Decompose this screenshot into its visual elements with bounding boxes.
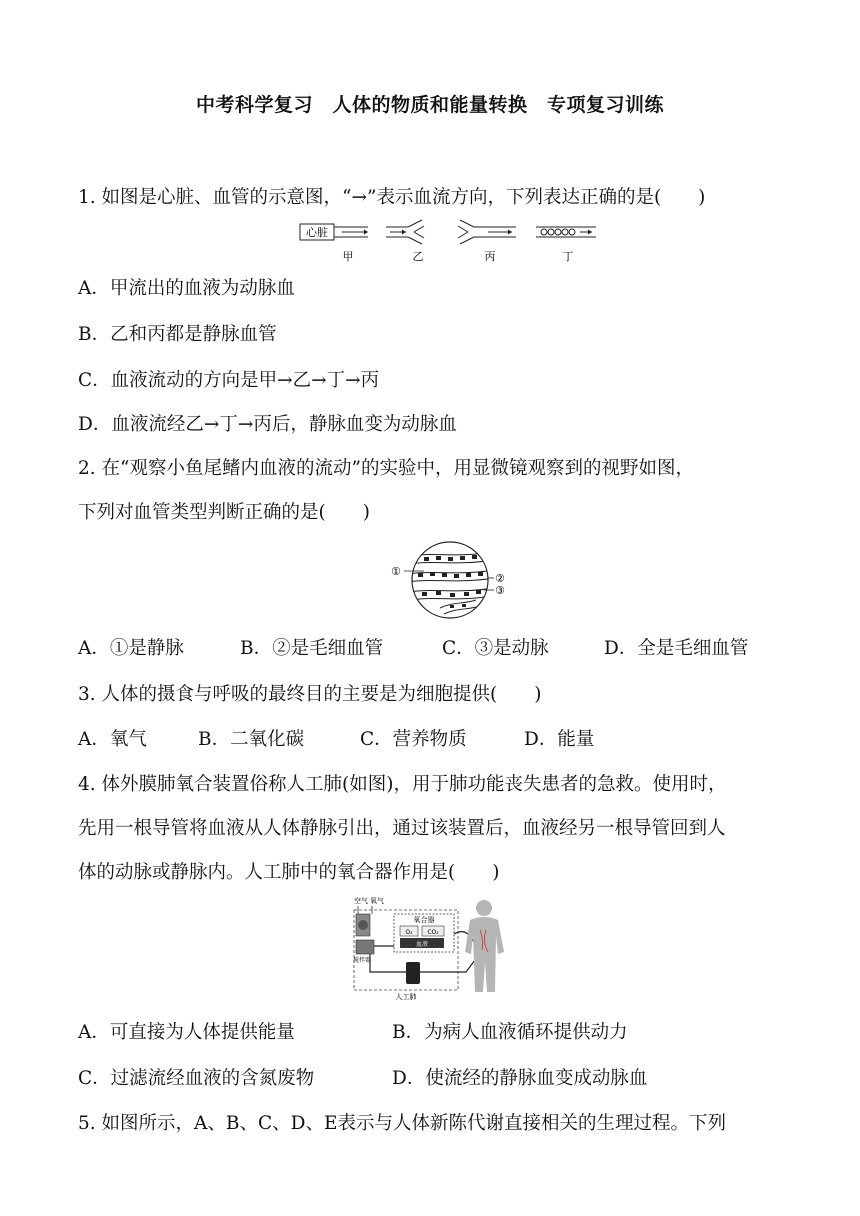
- q2-label-3: ③: [495, 584, 505, 597]
- q4-label-oxygen: 氧气: [370, 897, 384, 905]
- q1-figure: [298, 218, 598, 264]
- q5-stem: 5. 如图所示，A、B、C、D、E表示与人体新陈代谢直接相关的生理过程。下列: [78, 1113, 726, 1134]
- q3-option-c: C．营养物质: [360, 729, 467, 750]
- q1-option-c: C．血液流动的方向是甲→乙→丁→丙: [78, 370, 380, 391]
- q4-option-c: C．过滤流经血液的含氮废物: [78, 1068, 315, 1089]
- q4-label-stirrer: 搅拌器: [353, 957, 372, 964]
- q2-option-d: D．全是毛细血管: [604, 638, 749, 659]
- q1-option-b: B．乙和丙都是静脉血管: [78, 324, 277, 345]
- q4-stem-line3: 体的动脉或静脉内。人工肺中的氧合器作用是( ): [78, 862, 500, 883]
- heart-label: 心脏: [306, 226, 328, 239]
- q4-stem-line2: 先用一根导管将血液从人体静脉引出，通过该装置后，血液经另一根导管回到人: [78, 818, 726, 839]
- q3-option-b: B．二氧化碳: [198, 729, 305, 750]
- q4-label-blood: 血液: [415, 941, 429, 948]
- q2-option-a: A．①是静脉: [78, 638, 184, 659]
- q4-option-d: D．使流经的静脉血变成动脉血: [392, 1068, 648, 1089]
- q3-option-d: D．能量: [524, 729, 595, 750]
- q4-label-artificial-lung: 人工肺: [395, 993, 417, 1001]
- q1-option-a: A．甲流出的血液为动脉血: [78, 278, 295, 299]
- q2-option-b: B．②是毛细血管: [240, 638, 384, 659]
- q2-stem-line2: 下列对血管类型判断正确的是( ): [78, 502, 370, 523]
- q4-option-a: A．可直接为人体提供能量: [78, 1022, 295, 1043]
- q1-label-jia: 甲: [342, 250, 354, 263]
- q4-option-b: B．为病人血液循环提供动力: [392, 1022, 628, 1043]
- q1-fig-ding: [536, 227, 596, 237]
- q1-fig-yi: [386, 220, 424, 244]
- q4-label-o2: O₂: [405, 929, 413, 936]
- q4-label-co2: CO₂: [427, 929, 439, 936]
- q4-label-air: 空气: [354, 897, 368, 905]
- q2-option-c: C．③是动脉: [442, 638, 549, 659]
- q3-option-a: A．氧气: [78, 729, 147, 750]
- q1-fig-bing: [458, 220, 516, 244]
- q4-stem-line1: 4. 体外膜肺氧合装置俗称人工肺(如图)，用于肺功能丧失患者的急救。使用时，: [78, 774, 727, 795]
- q1-label-ding: 丁: [562, 250, 574, 263]
- q1-option-d: D．血液流经乙→丁→丙后，静脉血变为动脉血: [78, 414, 457, 435]
- human-silhouette: [465, 900, 504, 992]
- q2-label-2: ②: [495, 572, 505, 585]
- q2-label-1: ①: [391, 565, 401, 578]
- q2-figure: [390, 538, 514, 626]
- q1-label-bing: 丙: [484, 250, 496, 263]
- q1-stem: 1. 如图是心脏、血管的示意图，“→”表示血流方向，下列表达正确的是( ): [78, 187, 706, 208]
- page-title: 中考科学复习 人体的物质和能量转换 专项复习训练: [195, 94, 664, 116]
- q1-label-yi: 乙: [412, 250, 424, 263]
- q1-fig-jia: [300, 224, 368, 240]
- q4-figure: [350, 896, 510, 1002]
- q4-label-oxygenator: 氧合器: [413, 916, 435, 924]
- q3-stem: 3. 人体的摄食与呼吸的最终目的主要是为细胞提供( ): [78, 684, 542, 705]
- q2-stem-line1: 2. 在“观察小鱼尾鳍内血液的流动”的实验中，用显微镜观察到的视野如图，: [78, 458, 694, 479]
